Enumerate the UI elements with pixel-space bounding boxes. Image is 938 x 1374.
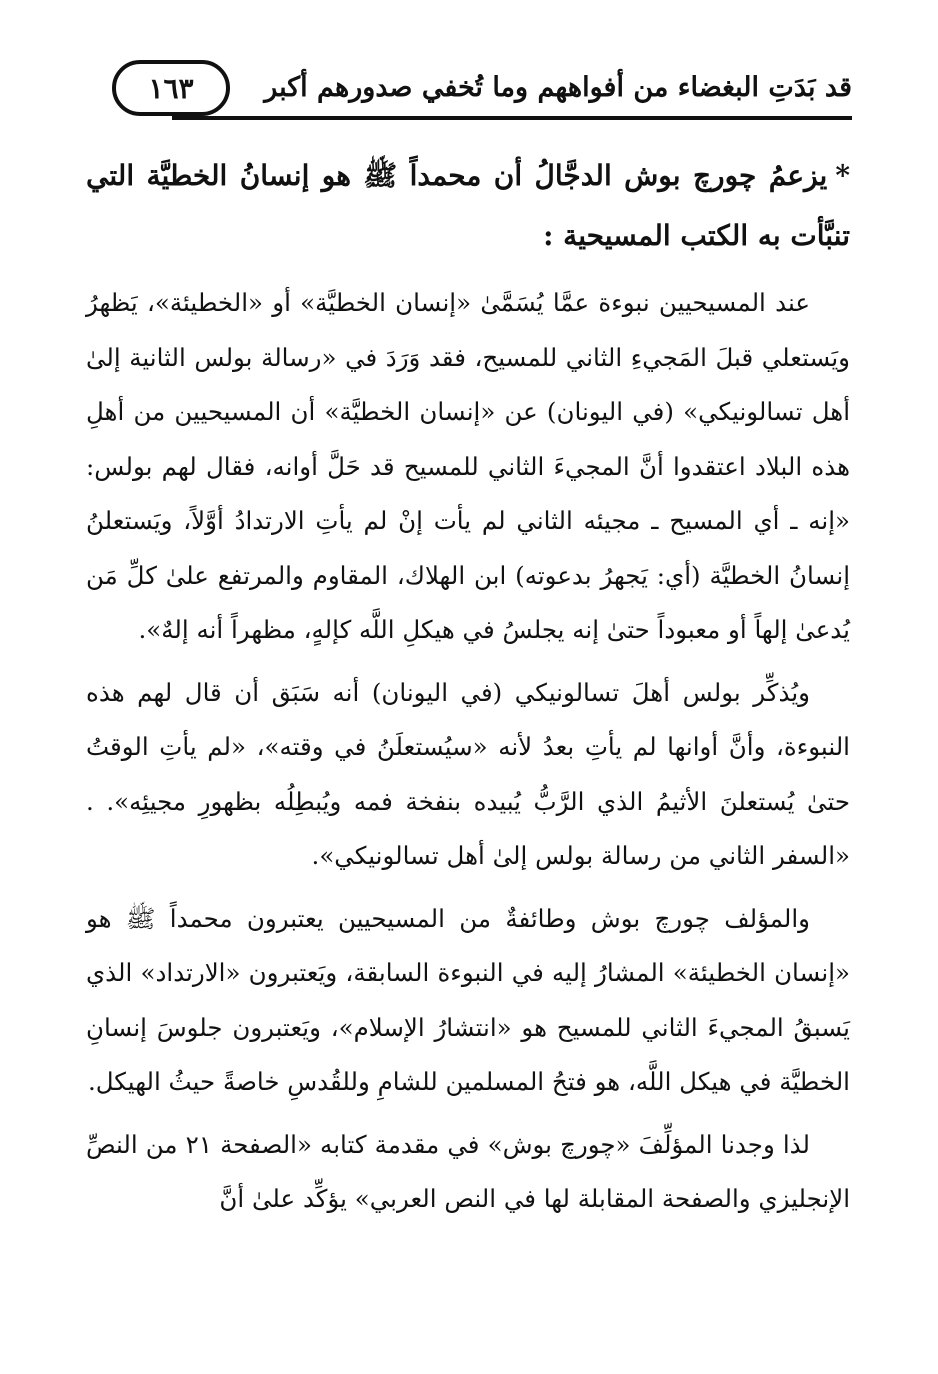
- page-body: [86, 146, 850, 1235]
- heading-marker: *: [835, 159, 850, 192]
- header-rule: [172, 116, 852, 120]
- running-header: [112, 60, 852, 130]
- page-number-badge: [112, 60, 230, 116]
- running-title: قد بَدَتِ البغضاء من أفواههم وما تُخفي صدورهم أكبر: [264, 72, 852, 103]
- paragraph-1: عند المسيحيين نبوءة عمَّا يُسَمَّىٰ «إنسان الخطيَّة» أو «الخطيئة»، يَظهرُ ويَستعلي قبلَ المَجيءِ الثاني للمسيح، فقد وَرَدَ في «رسالة بولس الثانية إلىٰ أهل تسالونيكي» (في اليونان) عن «إنسان الخطيَّة» أن المسيحيين من أهلِ هذه البلاد اعتقدوا أنَّ المجيءَ الثاني للمسيح قد حَلَّ أوانه، فقال لهم بولس: «إنه ـ أي المسيح ـ مجيئه الثاني لم يأت إنْ لم يأتِ الارتدادُ أوَّلاً، ويَستعلنُ إنسانُ الخطيَّة (أي: يَجهرُ بدعوته) ابن الهلاك، المقاوم والمرتفع علىٰ كلِّ مَن يُدعىٰ إلهاً أو معبوداً حتىٰ إنه يجلسُ في هيكلِ اللَّه كإلهٍ، مظهراً أنه إلهٌ».: [86, 288, 850, 644]
- section-heading-text: يزعمُ چورچ بوش الدجَّالُ أن محمداً ﷺ هو إنسانُ الخطيَّة التي تنبَّأت به الكتب المسيحية :: [86, 159, 850, 252]
- paragraph-4: لذا وجدنا المؤلِّفَ «چورچ بوش» في مقدمة كتابه «الصفحة ٢١ من النصِّ الإنجليزي والصفحة المقابلة لها في النص العربي» يؤكِّد علىٰ أنَّ: [86, 1129, 850, 1213]
- section-heading: [86, 146, 850, 266]
- page-number: ١٦٣: [148, 71, 194, 105]
- paragraph-2: ويُذكِّر بولس أهلَ تسالونيكي (في اليونان) أنه سَبَق أن قال لهم هذه النبوءة، وأنَّ أوانها لم يأتِ بعدُ لأنه «سيُستعلَنُ في وقته»، «لم يأتِ الوقتُ حتىٰ يُستعلنَ الأثيمُ الذي الرَّبُّ يُبيده بنفخة فمه ويُبطِلُه بظهورِ مجيئِه». . «السفر الثاني من رسالة بولس إلىٰ أهل تسالونيكي».: [86, 677, 850, 870]
- paragraph-3: والمؤلف چورچ بوش وطائفةٌ من المسيحيين يعتبرون محمداً ﷺ هو «إنسان الخطيئة» المشارُ إليه في النبوءة السابقة، ويَعتبرون «الارتداد» الذي يَسبقُ المجيءَ الثاني للمسيح هو «انتشارُ الإسلام»، ويَعتبرون جلوسَ إنسانِ الخطيَّة في هيكل اللَّه، هو فتحُ المسلمين للشامِ وللقُدسِ خاصةً حيثُ الهيكل.: [86, 903, 850, 1096]
